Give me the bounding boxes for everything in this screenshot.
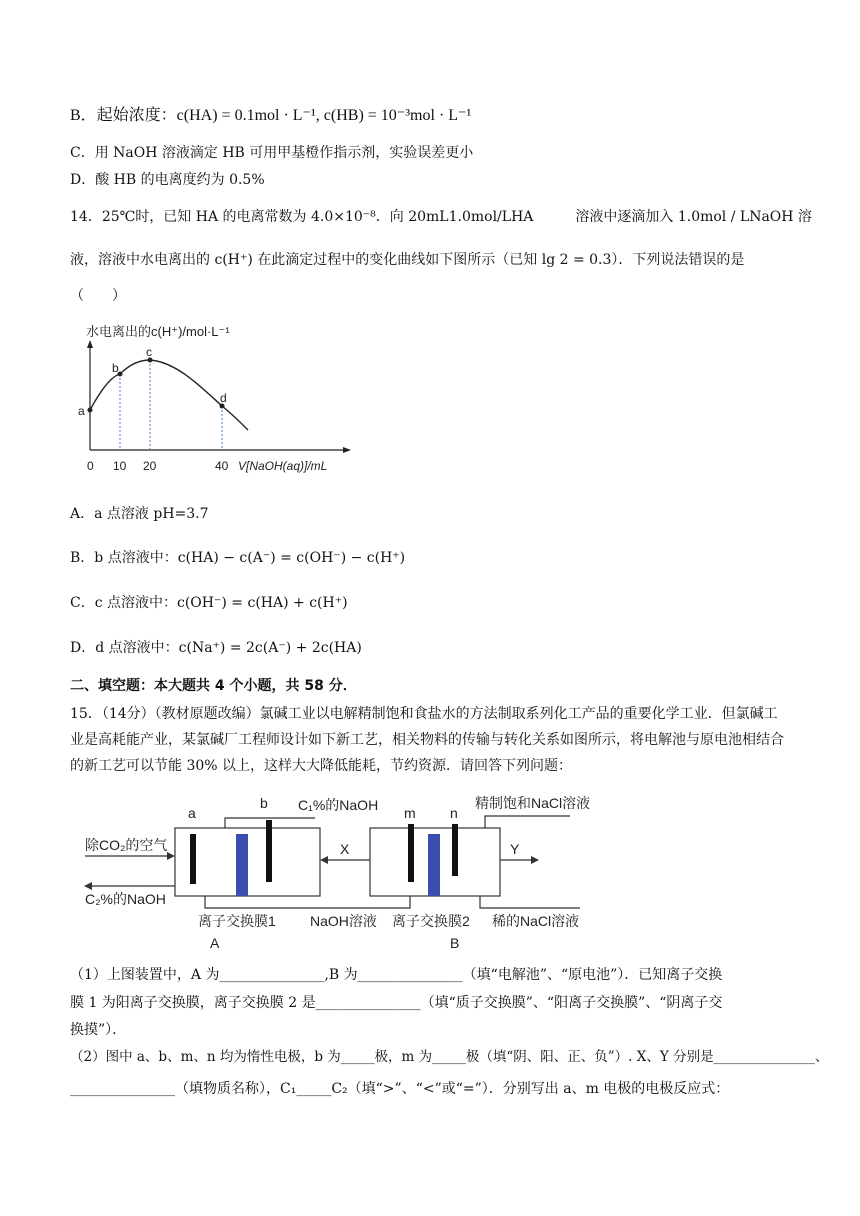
label-dilute-nacl: 稀的NaCl溶液 <box>492 913 580 929</box>
label-membrane-1: 离子交换膜1 <box>198 913 276 929</box>
point-label-d: d <box>220 391 227 405</box>
q15-part1-line3: 换摸”）． <box>70 1022 127 1038</box>
label-c1-naoh: C₁%的NaOH <box>298 797 379 813</box>
label-n: n <box>450 805 458 821</box>
point-label-c: c <box>146 345 152 359</box>
label-membrane-2: 离子交换膜2 <box>392 913 470 929</box>
point-label-b: b <box>112 361 119 375</box>
label-A: A <box>210 935 220 951</box>
q14-stem-line2: 液，溶液中水电离出的 c(H⁺) 在此滴定过程中的变化曲线如下图所示（已知 lg 2 = 0.3）．下列说法错误的是 <box>70 252 745 268</box>
label-air: 除CO₂的空气 <box>85 837 168 853</box>
pipe-top-b <box>485 816 570 828</box>
q13-option-b: B．起始浓度：c(HA) = 0.1mol · L⁻¹, c(HB) = 10⁻³mol · L⁻¹ <box>70 107 472 124</box>
label-c2-naoh: C₂%的NaOH <box>85 891 166 907</box>
q14-option-a: A．a 点溶液 pH=3.7 <box>70 506 209 522</box>
q13-option-c: C．用 NaOH 溶液滴定 HB 可用甲基橙作指示剂，实验误差更小 <box>70 145 474 161</box>
label-B: B <box>450 935 460 951</box>
q14-answer-blank: （ ） <box>70 288 126 304</box>
electrode-a <box>190 834 196 884</box>
pipe-bottom <box>205 896 410 908</box>
label-a: a <box>188 805 196 821</box>
x-tick-0: 0 <box>87 459 94 473</box>
q14-stem-line1: 14．25℃时，已知 HA 的电离常数为 4.0×10⁻⁸．向 20mL1.0mol/LHA 溶液中逐滴加入 1.0mol / LNaOH 溶 <box>70 209 812 225</box>
pipe-bottom-right <box>480 896 580 908</box>
x-tick-40: 40 <box>215 459 229 473</box>
titration-chart <box>72 318 362 478</box>
x-tick-10: 10 <box>113 459 127 473</box>
electrode-n <box>452 824 458 876</box>
label-b: b <box>260 795 268 811</box>
arrow-air-head <box>167 852 175 860</box>
q15-part2-line1: （2）图中 a、b、m、n 均为惰性电极，b 为_____极，m 为_____极（填“阴、阳、正、负”）. X、Y 分别是_______________、 <box>70 1049 829 1065</box>
q14-option-c: C．c 点溶液中：c(OH⁻) = c(HA) + c(H⁺) <box>70 595 348 611</box>
point-a <box>88 408 93 413</box>
chart-ylabel: 水电离出的c(H⁺)/mol·L⁻¹ <box>86 324 230 339</box>
membrane-1 <box>236 834 248 896</box>
x-axis-arrow <box>343 447 351 453</box>
q14-option-b: B．b 点溶液中：c(HA) − c(A⁻) = c(OH⁻) − c(H⁺) <box>70 550 406 566</box>
y-axis-arrow <box>87 340 93 348</box>
q14-option-d: D．d 点溶液中：c(Na⁺) = 2c(A⁻) + 2c(HA) <box>70 640 362 656</box>
q15-part2-line2: _______________（填物质名称），C₁_____C₂（填“>”、“<”或“=”）．分别写出 a、m 电极的电极反应式： <box>70 1081 730 1097</box>
arrow-c2-head <box>84 882 92 890</box>
electrode-b <box>266 820 272 882</box>
cell-diagram <box>80 790 600 955</box>
q13-option-d: D．酸 HB 的电离度约为 0.5% <box>70 172 265 188</box>
point-label-a: a <box>78 404 85 418</box>
label-naoh-solution: NaOH溶液 <box>310 913 377 929</box>
arrow-y-head <box>531 856 539 864</box>
q15-paragraph: 15．（14分）（教材原题改编）氯碱工业以电解精制饱和食盐水的方法制取系列化工产品的重要化学工业．但氯碱工业是高耗能产业，某氯碱厂工程师设计如下新工艺，相关物料的传输与转化关系如图所示，将电解池与原电池相结合的新工艺可以节能 30% 以上，这样大大降低能耗，节约资源．请回答下列问题： <box>70 706 784 774</box>
electrode-m <box>408 824 414 882</box>
label-m: m <box>404 805 416 821</box>
q15-part1-line1: （1）上图装置中，A 为_______________,B 为_______________（填“电解池”、“原电池”）．已知离子交换 <box>70 967 723 983</box>
label-x: X <box>340 841 350 857</box>
section-heading: 二、填空题：本大题共 4 个小题，共 58 分． <box>70 678 357 694</box>
label-y: Y <box>510 841 520 857</box>
chart-xlabel: V[NaOH(aq)]/mL <box>238 459 328 473</box>
membrane-2 <box>428 834 440 896</box>
x-tick-20: 20 <box>143 459 157 473</box>
q15-part1-line2: 膜 1 为阳离子交换膜，离子交换膜 2 是_______________（填“质子交换膜”、“阳离子交换膜”、“阴离子交 <box>70 995 723 1011</box>
arrow-x-head <box>320 856 328 864</box>
label-nacl-saturated: 精制饱和NaCl溶液 <box>475 795 591 811</box>
